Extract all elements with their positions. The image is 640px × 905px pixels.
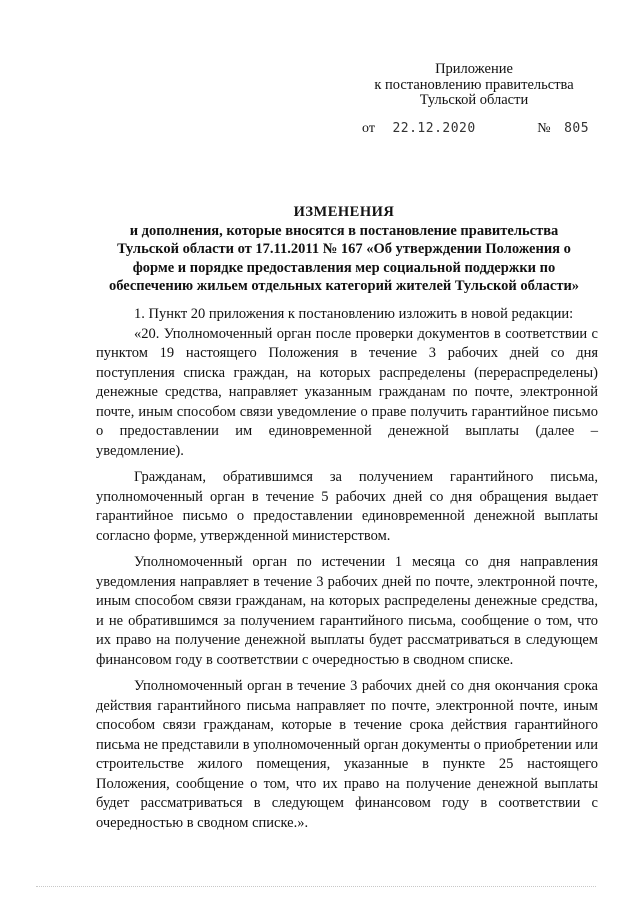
heading-line-4: обеспечению жильем отдельных категорий жителей Тульской области»: [108, 278, 580, 294]
document-body: [96, 305, 598, 833]
heading-line-1: и дополнения, которые вносятся в постановление правительства: [129, 222, 559, 239]
decree-number: 805: [564, 121, 590, 136]
from-label: от: [362, 121, 375, 136]
paragraph-3: Гражданам, обратившимся за получением гарантийного письма, уполномоченный орган в течение 5 рабочих дней со дня обращения выдает гарантийное письмо о предоставлении единовременной денежной выплаты согласно форме, утвержденной министерством.: [96, 469, 598, 544]
paragraph-1: 1. Пункт 20 приложения к постановлению изложить в новой редакции:: [134, 306, 574, 322]
paragraph-4: Уполномоченный орган по истечении 1 месяца со дня направления уведомления направляет в течение 3 рабочих дней по почте, электронной почте, иным способом связи гражданам, на которых распределены денежные средства, и не обратившимся за получением гарантийного письма, сообщение о том, что их право на получение денежной выплаты будет рассматриваться в следующем финансовом году в соответствии с очередностью в сводном списке.: [96, 554, 598, 668]
heading-title: ИЗМЕНЕНИЯ: [293, 204, 395, 220]
appendix-line-3: Тульской области: [419, 92, 529, 108]
paragraph-5: Уполномоченный орган в течение 3 рабочих дней со дня окончания срока действия гарантийного письма направляет по почте, электронной почте, иным способом связи гражданам, которые в течение срока действия гарантийного письма не представили в уполномоченный орган документы о приобретении или строительстве жилого помещения, указанные в пункте 25 настоящего Положения, сообщение о том, что их право на получение денежной выплаты будет рассматриваться в следующем финансовом году в соответствии с очередностью в сводном списке.».: [96, 678, 598, 831]
decree-date-line: [362, 121, 612, 137]
paragraph-2: «20. Уполномоченный орган после проверки документов в соответствии с пунктом 19 настоящего Положения в течение 3 рабочих дней со дня поступления списка граждан, на которых распределены (перераспределены) денежные средства, направляет указанным гражданам по почте, электронной почте, иным способом связи уведомление о праве получить гарантийное письмо о предоставлении им единовременной денежной выплаты (далее – уведомление).: [96, 325, 598, 459]
number-label: №: [537, 121, 551, 136]
appendix-block: [360, 62, 588, 109]
appendix-line-2: к постановлению правительства: [374, 76, 574, 93]
appendix-line-1: Приложение: [435, 61, 513, 77]
document-heading: [84, 203, 604, 296]
heading-line-3: форме и порядке предоставления мер социальной поддержки по: [132, 259, 556, 276]
scan-footer-artifact: [36, 886, 596, 890]
heading-line-2: Тульской области от 17.11.2011 № 167 «Об утверждении Положения о: [117, 241, 571, 257]
decree-date: 22.12.2020: [392, 121, 476, 136]
